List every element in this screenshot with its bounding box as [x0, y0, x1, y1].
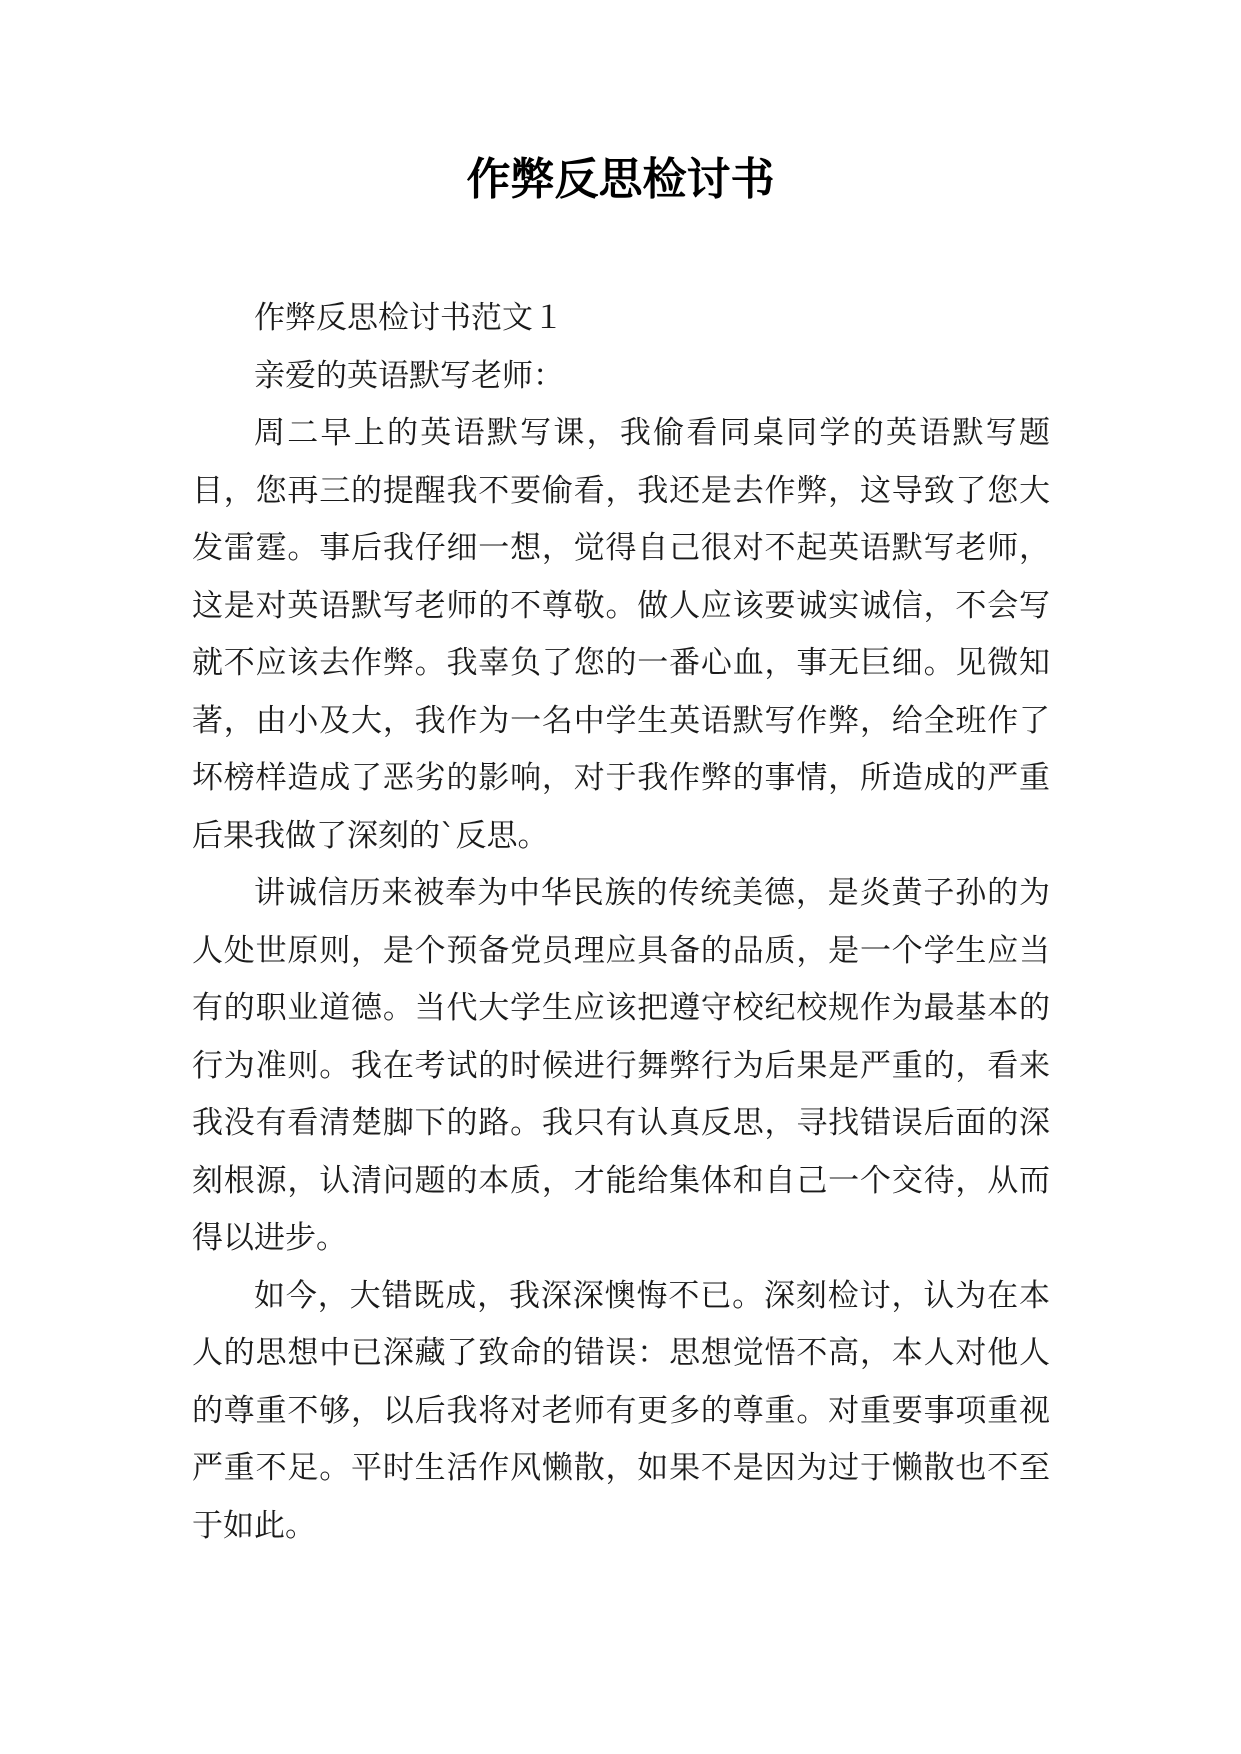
paragraph-heading: 作弊反思检讨书范文１	[254, 300, 564, 336]
document-body	[192, 290, 1050, 1555]
paragraph-salutation: 亲爱的英语默写老师：	[254, 357, 564, 394]
paragraph-body-2: 讲诚信历来被奉为中华民族的传统美德，是炎黄子孙的为人处世原则，是个预备党员理应具备的品质，是一个学生应当有的职业道德。当代大学生应该把遵守校纪校规作为最基本的行为准则。我在考试的时候进行舞弊行为后果是严重的，看来我没有看清楚脚下的路。我只有认真反思，寻找错误后面的深刻根源，认清问题的本质，才能给集体和自己一个交待，从而得以进步。	[192, 875, 1050, 1256]
document-title: 作弊反思检讨书	[466, 154, 775, 205]
paragraph-body-1: 周二早上的英语默写课，我偷看同桌同学的英语默写题目，您再三的提醒我不要偷看，我还是去作弊，这导致了您大发雷霆。事后我仔细一想，觉得自己很对不起英语默写老师，这是对英语默写老师的不尊敬。做人应该要诚实诚信，不会写就不应该去作弊。我辜负了您的一番心血，事无巨细。见微知著，由小及大，我作为一名中学生英语默写作弊，给全班作了坏榜样造成了恶劣的影响，对于我作弊的事情，所造成的严重后果我做了深刻的`反思。	[192, 415, 1050, 854]
paragraph-body-3: 如今，大错既成，我深深懊悔不已。深刻检讨，认为在本人的思想中已深藏了致命的错误：思想觉悟不高，本人对他人的尊重不够，以后我将对老师有更多的尊重。对重要事项重视严重不足。平时生活作风懒散，如果不是因为过于懒散也不至于如此。	[192, 1277, 1050, 1544]
